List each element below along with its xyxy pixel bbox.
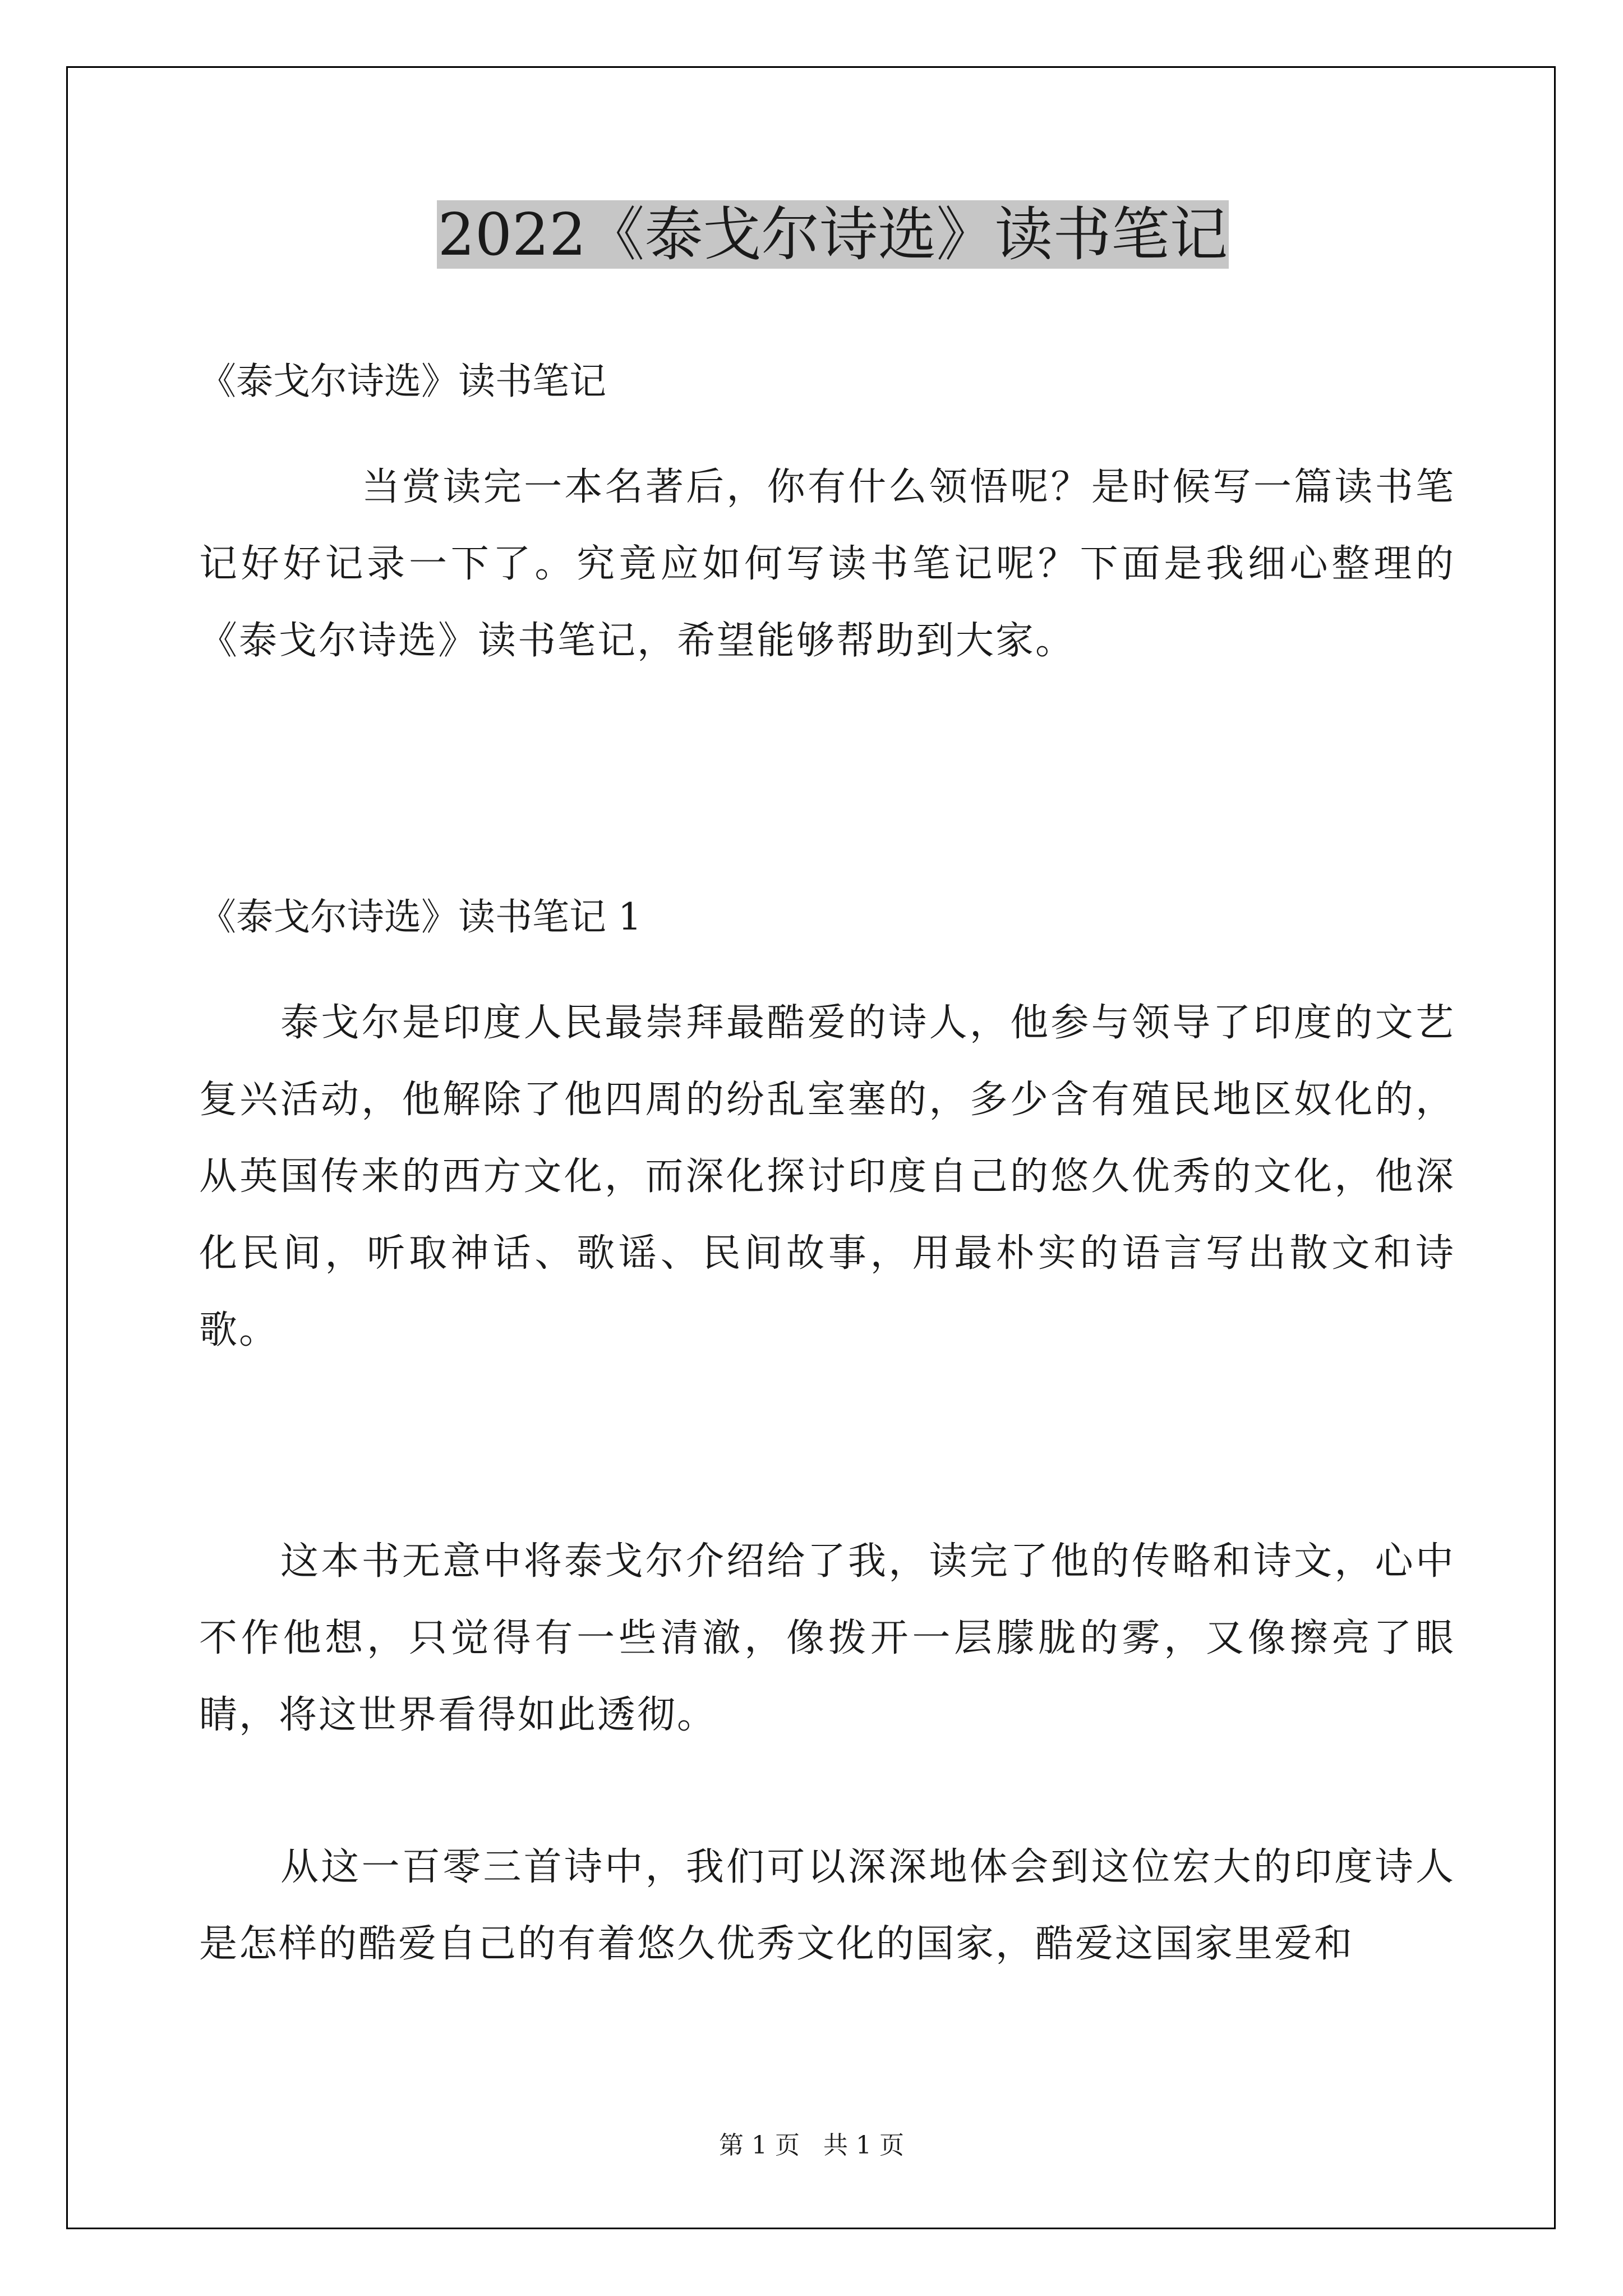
intro-heading: 《泰戈尔诗选》读书笔记 bbox=[199, 360, 606, 403]
title-text: 2022《泰戈尔诗选》读书笔记 bbox=[437, 200, 1228, 269]
document-title bbox=[199, 195, 1467, 274]
section-heading-1: 《泰戈尔诗选》读书笔记 1 bbox=[199, 895, 642, 938]
intro-paragraph: 当赏读完一本名著后，你有什么领悟呢？是时候写一篇读书笔记好好记录一下了。究竟应如何写读书笔记呢？下面是我细心整理的《泰戈尔诗选》读书笔记，希望能够帮助到大家。 bbox=[199, 465, 1455, 663]
body-paragraph: 这本书无意中将泰戈尔介绍给了我，读完了他的传略和诗文，心中不作他想，只觉得有一些清澈，像拨开一层朦胧的雾，又像擦亮了眼睛，将这世界看得如此透彻。 bbox=[199, 1539, 1455, 1737]
body-paragraph: 泰戈尔是印度人民最崇拜最酷爱的诗人，他参与领导了印度的文艺复兴活动，他解除了他四周的纷乱室塞的，多少含有殖民地区奴化的，从英国传来的西方文化，而深化探讨印度自己的悠久优秀的文化，他深化民间，听取神话、歌谣、民间故事，用最朴实的语言写出散文和诗歌。 bbox=[199, 1001, 1455, 1352]
page-footer: 第 1 页 共 1 页 bbox=[719, 2131, 904, 2160]
body-paragraph: 从这一百零三首诗中，我们可以深深地体会到这位宏大的印度诗人是怎样的酷爱自己的有着悠久优秀文化的国家，酷爱这国家里爱和 bbox=[199, 1845, 1455, 1966]
